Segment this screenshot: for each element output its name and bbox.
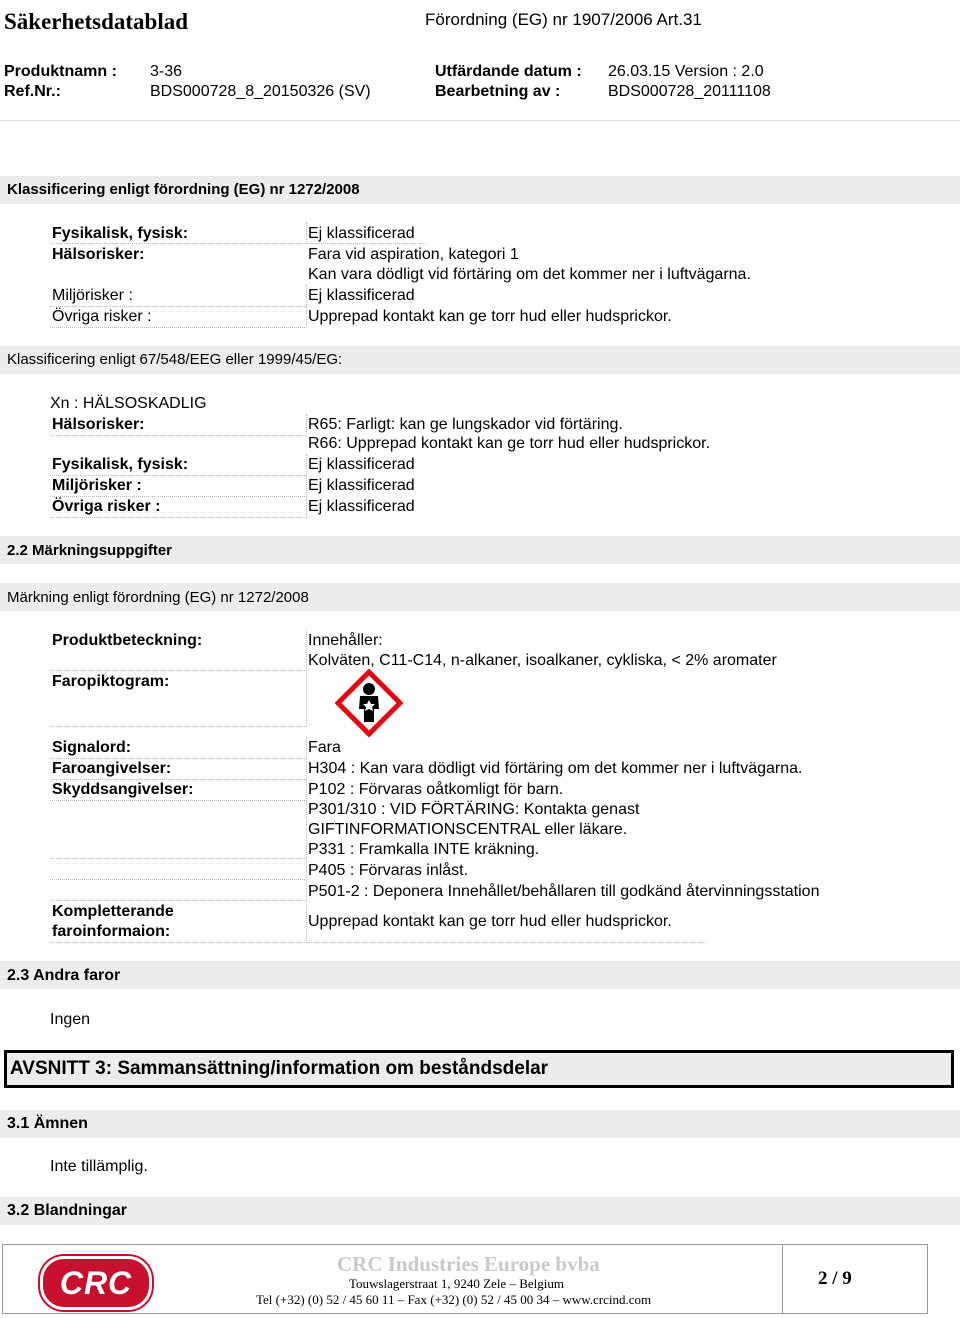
hazard-statement-label: Faroangivelser: <box>52 760 172 777</box>
footer-page-box <box>782 1244 928 1314</box>
dsd-symbol: Xn : HÄLSOSKADLIG <box>50 395 207 412</box>
contains-label: Innehåller: <box>308 632 383 649</box>
signal-value: Fara <box>308 739 341 756</box>
product-name-label: Produktnamn : <box>4 63 117 80</box>
product-name-value: 3-36 <box>150 63 183 80</box>
section-3-title: AVSNITT 3: Sammansättning/information om beståndsdelar <box>10 1058 549 1079</box>
dsd-phys-value: Ej klassificerad <box>308 456 415 473</box>
dsd-heading: Klassificering enligt 67/548/EEG eller 1999/45/EG: <box>7 351 343 368</box>
issue-date-label: Utfärdande datum : <box>435 63 582 80</box>
dsd-health-label: Hälsorisker: <box>52 416 145 433</box>
section-3-2-band <box>0 1197 960 1225</box>
ref-value: BDS000728_8_20150326 (SV) <box>150 83 371 100</box>
page-number: 2 / 9 <box>818 1268 852 1289</box>
document-title: Säkerhetsdatablad <box>4 9 189 34</box>
footer-company: CRC Industries Europe bvba <box>337 1252 600 1276</box>
clp-health-value-2: Kan vara dödligt vid förtäring om det kommer ner i luftvägarna. <box>308 266 751 283</box>
precaution-label: Skyddsangivelser: <box>52 781 194 798</box>
precaution-p501: P501-2 : Deponera Innehållet/behållaren till godkänd återvinningsstation <box>308 883 820 900</box>
footer-address: Touwslagerstraat 1, 9240 Zele – Belgium <box>349 1276 564 1291</box>
section-2-3-heading: 2.3 Andra faror <box>7 967 121 984</box>
supplemental-label-line1: Kompletterande <box>52 903 174 920</box>
issue-date-value: 26.03.15 Version : 2.0 <box>608 63 764 80</box>
section-3-1-value: Inte tillämplig. <box>50 1158 148 1175</box>
dsd-env-label: Miljörisker : <box>52 477 142 494</box>
edited-by-value: BDS000728_20111108 <box>608 83 771 100</box>
product-id-label: Produktbeteckning: <box>52 632 203 649</box>
clp-health-value-1: Fara vid aspiration, kategori 1 <box>308 246 519 263</box>
section-3-1-band <box>0 1110 960 1138</box>
dsd-phys-label: Fysikalisk, fysisk: <box>52 456 189 473</box>
precaution-row-2 <box>50 800 307 859</box>
ref-label: Ref.Nr.: <box>4 83 61 100</box>
section-2-2-heading: 2.2 Märkningsuppgifter <box>7 542 173 559</box>
contains-value: Kolväten, C11-C14, n-alkaner, isoalkaner, cykliska, < 2% aromater <box>308 652 777 669</box>
section-2-3-band <box>0 961 960 989</box>
precaution-row-3 <box>50 858 307 880</box>
dsd-health-value-2: R66: Upprepad kontakt kan ge torr hud eller hudsprickor. <box>308 435 711 452</box>
dsd-env-value: Ej klassificerad <box>308 477 415 494</box>
edited-by-label: Bearbetning av : <box>435 83 561 100</box>
section-3-2-heading: 3.2 Blandningar <box>7 1202 128 1219</box>
footer-contact: Tel (+32) (0) 52 / 45 60 11 – Fax (+32) (0) 52 / 45 00 34 – www.crcind.com <box>256 1292 652 1307</box>
precaution-p102: P102 : Förvaras oåtkomligt för barn. <box>308 781 564 798</box>
clp-health-label: Hälsorisker: <box>52 246 145 263</box>
crc-logo <box>40 1256 152 1310</box>
precaution-p331: P331 : Framkalla INTE kräkning. <box>308 841 540 858</box>
section-3-1-heading: 3.1 Ämnen <box>7 1115 88 1132</box>
crc-logo-text: CRC <box>59 1265 133 1301</box>
supplemental-label-line2: faroinformaion: <box>52 923 171 940</box>
clp-phys-label: Fysikalisk, fysisk: <box>52 225 189 242</box>
other-hazards-value: Ingen <box>50 1011 91 1028</box>
precaution-p405: P405 : Förvaras inlåst. <box>308 862 469 879</box>
dsd-other-label: Övriga risker : <box>52 498 161 515</box>
clp-env-value: Ej klassificerad <box>308 287 415 304</box>
header-divider <box>0 120 960 121</box>
clp-other-value: Upprepad kontakt kan ge torr hud eller hudsprickor. <box>308 308 672 325</box>
clp-heading: Klassificering enligt förordning (EG) nr 1272/2008 <box>7 181 360 198</box>
regulation-text: Förordning (EG) nr 1907/2006 Art.31 <box>425 10 702 29</box>
dsd-other-value: Ej klassificerad <box>308 498 415 515</box>
signal-label: Signalord: <box>52 739 132 756</box>
precaution-p301-line1: P301/310 : VID FÖRTÄRING: Kontakta genast <box>308 801 640 818</box>
supplemental-value: Upprepad kontakt kan ge torr hud eller hudsprickor. <box>308 913 672 930</box>
hazard-statement-value: H304 : Kan vara dödligt vid förtäring om det kommer ner i luftvägarna. <box>308 760 803 777</box>
labelling-heading: Märkning enligt förordning (EG) nr 1272/2008 <box>7 589 309 606</box>
health-hazard-icon <box>335 669 403 737</box>
precaution-p301-line2: GIFTINFORMATIONSCENTRAL eller läkare. <box>308 821 628 838</box>
clp-env-label: Miljörisker : <box>52 287 133 304</box>
dsd-health-value-1: R65: Farligt: kan ge lungskador vid förtäring. <box>308 416 623 433</box>
clp-other-label: Övriga risker : <box>52 308 152 325</box>
pictogram-label: Faropiktogram: <box>52 673 170 690</box>
precaution-row-4 <box>50 879 307 901</box>
clp-phys-value: Ej klassificerad <box>308 225 415 242</box>
